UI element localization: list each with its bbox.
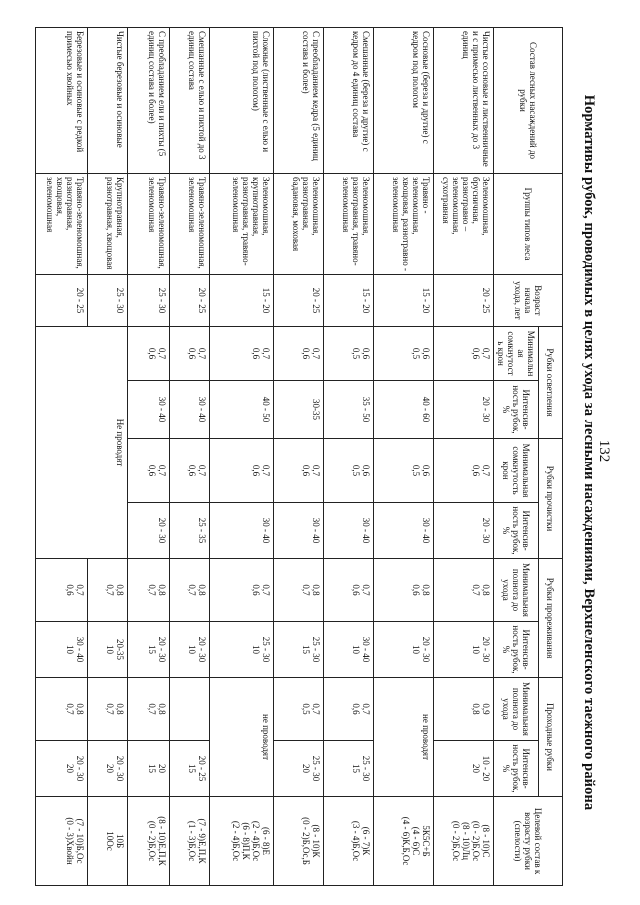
cell-cleaning-intensity: 30 - 40 — [374, 503, 434, 559]
header-thinning-intensity: Интенсив-ность рубок, % — [494, 622, 539, 678]
cell-cleaning-intensity: 30 - 40 — [324, 503, 374, 559]
cell-cleaning-density: 0,6 0,5 — [374, 439, 434, 503]
table-row — [374, 28, 434, 886]
header-passage-completeness: Минимальная полнота до ухода — [494, 678, 539, 741]
cell-passage-not-conducted: не проводят — [374, 678, 434, 797]
cell-forest-types: Травяно-зеленомошная, разнотравная, хвощовая, зеленомошная — [36, 174, 88, 275]
cell-passage-intensity: 20 - 30 20 — [88, 741, 128, 797]
cell-passage-completeness: 0,8 0,7 — [36, 678, 88, 741]
cell-cleaning-density: 0,7 0,6 — [210, 439, 274, 503]
cell-thinning-completeness: 0,8 0,7 — [434, 559, 494, 622]
cell-thinning-intensity: 30 - 40 10 — [324, 622, 374, 678]
cell-cleaning-intensity: 25 - 35 — [170, 503, 210, 559]
cell-start-age: 25 - 30 — [88, 275, 128, 327]
table-row — [210, 28, 274, 886]
cell-start-age: 20 - 25 — [170, 275, 210, 327]
cell-passage-intensity: 25 - 30 20 — [274, 741, 324, 797]
cell-thinning-intensity: 25 - 30 15 — [274, 622, 324, 678]
cell-composition: Чистые березовые и осиновые — [88, 28, 128, 174]
cell-cleaning-intensity: 30 - 40 — [274, 503, 324, 559]
table-row — [170, 28, 210, 886]
cell-thinning-completeness: 0,8 0,7 — [128, 559, 170, 622]
cell-passage-completeness — [170, 678, 210, 741]
cell-thinning-completeness: 0,7 0,6 — [210, 559, 274, 622]
cell-lightening-density: 0,7 0,6 — [128, 327, 170, 381]
cell-composition: С преобладанием ели и пихты (5 единиц состава и более) — [128, 28, 170, 174]
cell-passage-intensity: 20 15 — [128, 741, 170, 797]
cell-cleaning-density: 0,7 0,6 — [128, 439, 170, 503]
cell-composition: Смешанные (береза и другие) с кедром до 4 единиц состава — [324, 28, 374, 174]
cell-lightening-density: 0,6 0,5 — [374, 327, 434, 381]
cell-forest-types: Зеленомошная, брусничная, разнотравно – зеленомошная, сухотравная — [434, 174, 494, 275]
cell-thinning-completeness: 0,8 0,7 — [170, 559, 210, 622]
norms-table — [35, 27, 563, 886]
header-lightening-intensity: Интенсив-ность рубок, % — [494, 381, 539, 439]
cell-start-age: 15 - 20 — [210, 275, 274, 327]
cell-forest-types: Травяно-зеленомошная, зеленомошная — [170, 174, 210, 275]
cell-thinning-completeness: 0,8 0,6 — [374, 559, 434, 622]
header-cleaning-intensity: Интенсив-ность рубок, % — [494, 503, 539, 559]
cell-target-composition: (7 - 9)Е,П,К (1 - 3)Б,Ос — [170, 797, 210, 886]
cell-forest-types: Зеленомошная, крупнотравная, разнотравная, травяно-зеленомошная — [210, 174, 274, 275]
header-thinning-completeness: Минимальная полнота до ухода — [494, 559, 539, 622]
cell-target-composition: (8 - 10)С (0 - 2)Б,Ос (8 - 10)Лц (0 - 2)Б,Ос — [434, 797, 494, 886]
cell-target-composition: 5К5С+Б (4 - 6)С (4 - 6)К,Б,Ос — [374, 797, 434, 886]
cell-start-age: 25 - 30 — [128, 275, 170, 327]
cell-lightening-intensity: 40 - 50 — [210, 381, 274, 439]
cell-forest-types: Травяно-зеленомошная, зеленомошная — [128, 174, 170, 275]
cell-target-composition: 10Б 10Ос — [88, 797, 128, 886]
cell-cleaning-density: 0,7 0,6 — [274, 439, 324, 503]
cell-thinning-completeness: 0,8 0,7 — [274, 559, 324, 622]
cell-thinning-intensity: 25 - 30 10 — [210, 622, 274, 678]
cell-composition: Чистые сосновые и лиственничные и с примесью лиственных до 3 единиц — [434, 28, 494, 174]
header-passage-intensity: Интенсив-ность рубок, % — [494, 741, 539, 797]
table-row — [324, 28, 374, 886]
cell-composition: С преобладанием кедра (5 единиц состава и более) — [274, 28, 324, 174]
header-cleaning-density: Минимальная сомкнутость крон — [494, 439, 539, 503]
cell-cleaning-intensity: 20 - 30 — [128, 503, 170, 559]
header-cleaning: Рубки прочистки — [539, 439, 563, 559]
cell-thinning-intensity: 30 - 40 10 — [36, 622, 88, 678]
cell-cleaning-intensity: 20 - 30 — [434, 503, 494, 559]
cell-passage-completeness: 0,8 0,7 — [88, 678, 128, 741]
cell-target-composition: (6 - 8)Е (2 - 4)Б,Ос (6 - 8)П,К (2 - 4)Б,Ос — [210, 797, 274, 886]
cell-lightening-intensity: 30 - 40 — [128, 381, 170, 439]
table-row — [274, 28, 324, 886]
cell-thinning-intensity: 20 - 30 10 — [434, 622, 494, 678]
cell-cleaning-density: 0,7 0,6 — [434, 439, 494, 503]
cell-composition: Березовые и осиновые с редкой примесью хвойных — [36, 28, 88, 174]
cell-lightening-intensity: 30 - 40 — [170, 381, 210, 439]
cell-passage-not-conducted: не проводят — [210, 678, 274, 797]
page-number: 132 — [596, 439, 612, 463]
cell-passage-completeness: 0,7 0,5 — [274, 678, 324, 741]
cell-composition: Сложные (лиственные с елью и пихтой под пологом) — [210, 28, 274, 174]
header-passage: Проходные рубки — [539, 678, 563, 797]
header-start-age: Возраст начала ухода, лет — [494, 275, 563, 327]
cell-forest-types: Зеленомошная, разнотравная, травяно-зеленомошная — [324, 174, 374, 275]
table-row — [88, 28, 128, 886]
header-thinning: Рубки прореживания — [539, 559, 563, 678]
cell-start-age: 20 - 25 — [434, 275, 494, 327]
page-title: Нормативы рубок, проводимых в целях ухода за лесными насаждениями, Верхнеленского таежного района — [581, 94, 597, 811]
cell-thinning-intensity: 20 - 30 15 — [128, 622, 170, 678]
cell-lightening-intensity: 35 - 50 — [324, 381, 374, 439]
cell-passage-completeness: 0,9 0,8 — [434, 678, 494, 741]
cell-target-composition: (8 - 10)К (0 - 2)Б,Ос,Б — [274, 797, 324, 886]
cell-thinning-intensity: 20-35 10 — [88, 622, 128, 678]
cell-thinning-intensity: 20 - 30 10 — [170, 622, 210, 678]
cell-cleaning-density: 0,6 0,5 — [324, 439, 374, 503]
cell-composition: Смешанные с елью и пихтой до 3 единиц состава — [170, 28, 210, 174]
cell-passage-completeness: 0,7 0,6 — [324, 678, 374, 741]
header-composition: Состав лесных насаждений до рубки — [494, 28, 563, 174]
cell-passage-intensity: 10 - 20 20 — [434, 741, 494, 797]
table-row — [434, 28, 494, 886]
cell-lightening-density: 0,7 0,6 — [434, 327, 494, 381]
cell-forest-types: Крупнотравная, разнотравная, хвощовая — [88, 174, 128, 275]
cell-start-age: 15 - 20 — [324, 275, 374, 327]
cell-thinning-completeness: 0,7 0,6 — [36, 559, 88, 622]
cell-thinning-intensity: 20 - 30 10 — [374, 622, 434, 678]
cell-target-composition: (8 - 10)Е,П,К (0 - 2)Б,Ос — [128, 797, 170, 886]
cell-thinning-completeness: 0,8 0,7 — [88, 559, 128, 622]
cell-lightening-density: 0,7 0,6 — [210, 327, 274, 381]
cell-lightening-density: 0,7 0,6 — [274, 327, 324, 381]
cell-passage-intensity: 20 - 25 15 — [170, 741, 210, 797]
cell-lightening-intensity: 20 - 30 — [434, 381, 494, 439]
cell-forest-types: Травяно - зеленомошная, хвощовая, разнотравно - зеленомошная — [374, 174, 434, 275]
cell-target-composition: (7 - 10)Б,Ос (0 - 3)Хвойн — [36, 797, 88, 886]
header-lightening-density: Минимальная сомкнутость крон — [494, 327, 539, 381]
header-forest-types: Группы типов леса — [494, 174, 563, 275]
cell-passage-intensity: 20 - 30 20 — [36, 741, 88, 797]
cell-start-age: 20 - 25 — [274, 275, 324, 327]
cell-start-age: 15 - 20 — [374, 275, 434, 327]
cell-cleaning-intensity: 30 - 40 — [210, 503, 274, 559]
cell-lightening-density: 0,6 0,5 — [324, 327, 374, 381]
cell-cleaning-density: 0,7 0,6 — [170, 439, 210, 503]
cell-lightening-intensity: 40 - 60 — [374, 381, 434, 439]
cell-forest-types: Зеленомошная, разнотравная, бадановая, моховая — [274, 174, 324, 275]
cell-start-age: 20 - 25 — [36, 275, 88, 327]
cell-lightening-density: 0,7 0,6 — [170, 327, 210, 381]
cell-lightening-intensity: 30-35 — [274, 381, 324, 439]
cell-passage-intensity: 25 - 30 15 — [324, 741, 374, 797]
cell-lightening-cleaning-not-conducted: Не проводят — [36, 327, 128, 559]
header-target-composition: Целевой состав к возрасту рубки (спелости) — [494, 797, 563, 886]
cell-composition: Сосновые (береза и другие) с кедром под пологом — [374, 28, 434, 174]
cell-thinning-completeness: 0,7 0,6 — [324, 559, 374, 622]
header-lightening: Рубки осветления — [539, 327, 563, 439]
table-row — [128, 28, 170, 886]
cell-target-composition: (6 - 7)К (3 - 4)Б,Ос — [324, 797, 374, 886]
cell-passage-completeness: 0,8 0,7 — [128, 678, 170, 741]
